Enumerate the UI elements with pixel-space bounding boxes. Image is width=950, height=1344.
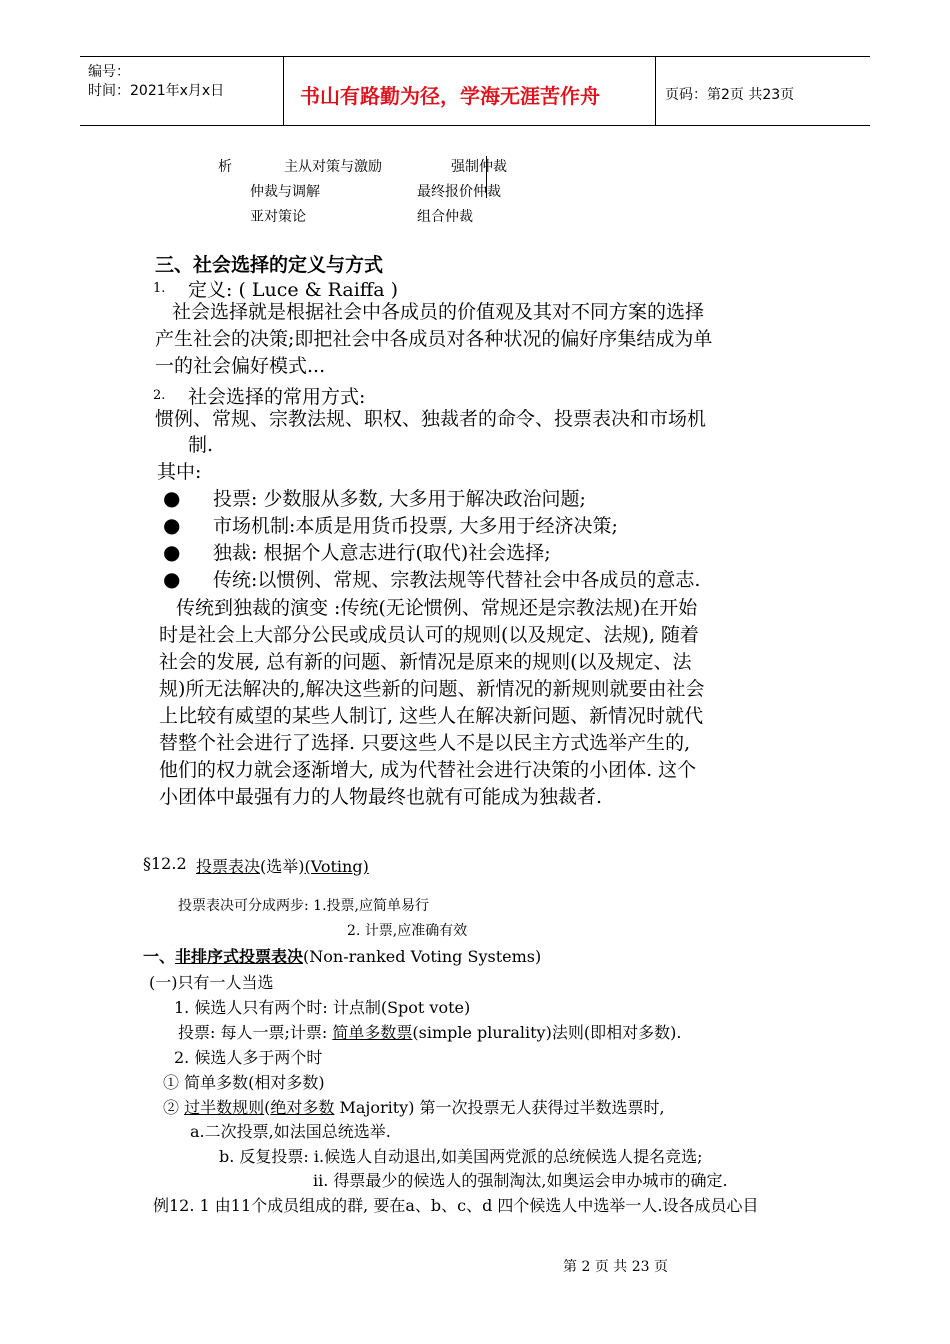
case-rule-line bbox=[178, 1020, 681, 1043]
header-bottom-rule bbox=[80, 125, 870, 126]
part-title-en: (Non-ranked Voting Systems) bbox=[303, 947, 542, 966]
option-line: ① 简单多数(相对多数) bbox=[163, 1073, 325, 1092]
option-sub-line: a.二次投票,如法国总统选举. bbox=[190, 1122, 391, 1141]
diagram-node: 组合仲裁 bbox=[417, 209, 473, 225]
definition-line: 一的社会偏好模式... bbox=[155, 355, 326, 377]
diagram-node: 主从对策与激励 bbox=[284, 159, 382, 175]
section-title: 三、社会选择的定义与方式 bbox=[155, 254, 384, 276]
option-paren: ( bbox=[264, 1098, 271, 1117]
ways-heading: 社会选择的常用方式: bbox=[188, 386, 366, 408]
case-line: 2. 候选人多于两个时 bbox=[174, 1048, 323, 1067]
diagram-node: 析 bbox=[218, 159, 232, 175]
among-label: 其中: bbox=[157, 461, 202, 483]
page-footer: 第 2 页 共 23 页 bbox=[563, 1259, 668, 1275]
definition-heading: 定义: ( Luce & Raiffa ) bbox=[188, 279, 399, 301]
definition-line: 产生社会的决策;即把社会中各成员对各种状况的偏好序集结成为单 bbox=[155, 328, 713, 350]
evolution-line: 规)所无法解决的,解决这些新的问题、新情况的新规则就要由社会 bbox=[159, 678, 705, 700]
case-line: 1. 候选人只有两个时: 计点制(Spot vote) bbox=[174, 998, 471, 1017]
diagram-node: 仲裁与调解 bbox=[250, 184, 320, 200]
case-rule-rest: (simple plurality)法则(即相对多数). bbox=[412, 1023, 682, 1042]
diagram-node: 亚对策论 bbox=[250, 209, 306, 225]
bullet-icon: ● bbox=[163, 513, 181, 537]
bullet-icon: ● bbox=[163, 567, 181, 591]
voting-steps-line: 2. 计票,应准确有效 bbox=[347, 923, 468, 939]
diagram-node: 强制仲裁 bbox=[451, 159, 507, 175]
bullet-item: 传统:以惯例、常规、宗教法规等代替社会中各成员的意志. bbox=[213, 569, 701, 591]
item-number: 2. bbox=[153, 388, 166, 403]
header-top-rule bbox=[80, 56, 870, 57]
part-heading bbox=[143, 944, 541, 967]
voting-steps-line: 投票表决可分成两步: 1.投票,应简单易行 bbox=[178, 898, 429, 914]
header-divider bbox=[283, 56, 284, 126]
case-rule-term: 简单多数票 bbox=[332, 1023, 413, 1042]
item-number: 1. bbox=[153, 281, 166, 296]
bullet-icon: ● bbox=[163, 486, 181, 510]
evolution-line: 社会的发展, 总有新的问题、新情况是原来的规则(以及规定、法 bbox=[159, 651, 692, 673]
example-line: 例12. 1 由11个成员组成的群, 要在a、b、c、d 四个候选人中选举一人.设各成员心目 bbox=[153, 1196, 759, 1215]
doc-time-label: 时间：2021年x月x日 bbox=[88, 83, 225, 99]
page-info: 页码：第2页 共23页 bbox=[665, 87, 795, 103]
case-rule-text: 投票: 每人一票;计票: bbox=[178, 1023, 333, 1042]
section-heading-text: 投票表决 bbox=[196, 857, 261, 876]
header-divider bbox=[655, 56, 656, 126]
subsection-heading: (一)只有一人当选 bbox=[149, 973, 274, 992]
part-title: 非排序式投票表决 bbox=[175, 947, 304, 966]
option-sub-line: b. 反复投票: i.候选人自动退出,如美国两党派的总统候选人提名竞选; bbox=[219, 1147, 703, 1166]
doc-number-label: 编号： bbox=[88, 64, 130, 80]
option-marker: ② bbox=[163, 1098, 185, 1117]
evolution-line: 传统到独裁的演变 :传统(无论惯例、常规还是宗教法规)在开始 bbox=[176, 597, 698, 619]
part-prefix: 一、 bbox=[143, 947, 176, 966]
evolution-line: 小团体中最强有力的人物最终也就有可能成为独裁者. bbox=[159, 786, 603, 808]
option-rest: Majority) 第一次投票无人获得过半数选票时, bbox=[334, 1098, 665, 1117]
bullet-item: 独裁: 根据个人意志进行(取代)社会选择; bbox=[213, 542, 551, 564]
section-heading-paren: (选举) bbox=[260, 857, 305, 876]
ways-line: 惯例、常规、宗教法规、职权、独裁者的命令、投票表决和市场机 bbox=[155, 408, 707, 430]
diagram-connector bbox=[486, 156, 487, 198]
evolution-line: 替整个社会进行了选择. 只要这些人不是以民主方式选举产生的, bbox=[159, 732, 691, 754]
evolution-line: 他们的权力就会逐渐增大, 成为代替社会进行决策的小团体. 这个 bbox=[159, 759, 697, 781]
option-sub-line: ii. 得票最少的候选人的强制淘汰,如奥运会申办城市的确定. bbox=[313, 1171, 728, 1190]
evolution-line: 上比较有威望的某些人制订, 这些人在解决新问题、新情况时就代 bbox=[159, 705, 704, 727]
section-number: §12.2 bbox=[143, 854, 187, 873]
diagram-node: 最终报价仲裁 bbox=[417, 184, 501, 200]
evolution-line: 时是社会上大部分公民或成员认可的规则(以及规定、法规), 随着 bbox=[159, 624, 699, 646]
option-line bbox=[163, 1095, 665, 1118]
bullet-icon: ● bbox=[163, 540, 181, 564]
section-heading-en: (Voting) bbox=[304, 857, 369, 876]
bullet-item: 市场机制:本质是用货币投票, 大多用于经济决策; bbox=[213, 515, 618, 537]
definition-line: 社会选择就是根据社会中各成员的价值观及其对不同方案的选择 bbox=[172, 301, 705, 323]
section-heading bbox=[196, 854, 369, 877]
header-motto: 书山有路勤为径，学海无涯苦作舟 bbox=[300, 84, 600, 108]
option-term: 绝对多数 bbox=[270, 1098, 335, 1117]
ways-line: 制. bbox=[188, 434, 214, 456]
option-term: 过半数规则 bbox=[184, 1098, 265, 1117]
bullet-item: 投票: 少数服从多数, 大多用于解决政治问题; bbox=[213, 488, 586, 510]
